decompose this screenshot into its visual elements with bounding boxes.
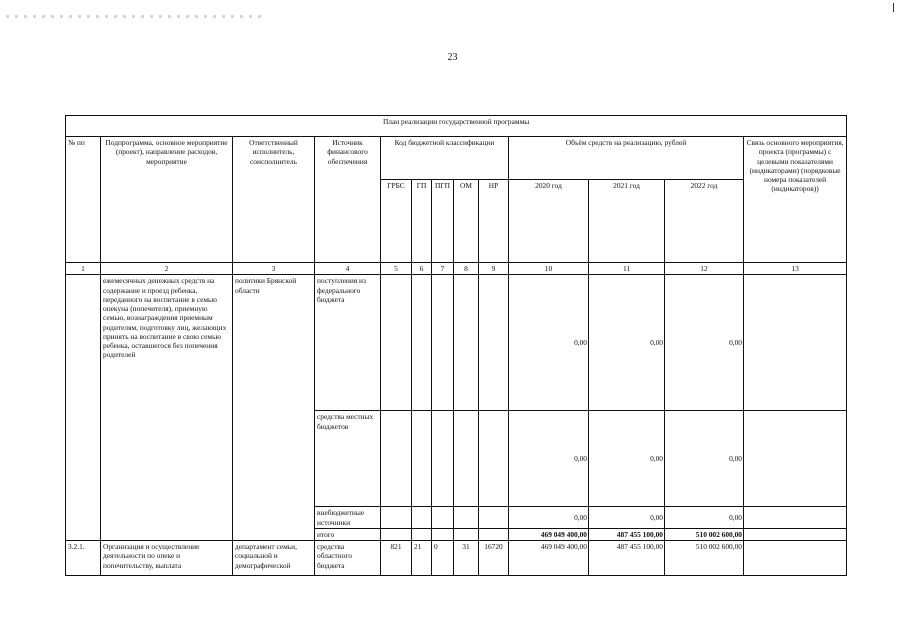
value-2022: 0,00 xyxy=(665,275,744,411)
measure-description-continued: ежемесячных денежных средств на содержание и проезд ребенка, переданного на воспитание в семью опекуна (попечителя), приемную семью, вознаграждения приемным родителям, подготовку лиц, желающих принять на воспитание в свою семью ребенка, оставшегося без попечения родителей xyxy=(101,275,233,541)
header-volume: Объём средств на реализацию, рублей xyxy=(509,137,744,180)
header-pgp: ПГП xyxy=(432,180,454,263)
header-grbs: ГРБС xyxy=(381,180,412,263)
value-2021: 0,00 xyxy=(589,275,665,411)
header-2020: 2020 год xyxy=(509,180,589,263)
col-number: 7 xyxy=(432,263,454,275)
responsible-executor: департамент семьи, социальной и демографической xyxy=(233,541,315,576)
col-number: 4 xyxy=(315,263,381,275)
col-number: 5 xyxy=(381,263,412,275)
scan-header-noise xyxy=(6,15,266,18)
header-subprogram: Подпрограмма, основное мероприятие (проект), направление расходов, мероприятие xyxy=(101,137,233,263)
value-2021: 0,00 xyxy=(589,507,665,529)
col-number: 8 xyxy=(454,263,479,275)
row-num-empty xyxy=(66,275,101,541)
table-row-federal xyxy=(66,275,847,411)
column-numbers-row xyxy=(66,263,847,275)
table-row-3-2-1 xyxy=(66,541,847,576)
total-2022: 510 002 600,00 xyxy=(665,528,744,540)
measure-description: Организация и осуществление деятельности по опеке и попечительству, выплата xyxy=(101,541,233,576)
col-number: 12 xyxy=(665,263,744,275)
header-om: ОМ xyxy=(454,180,479,263)
source-extrabudget: внебюджетные источники xyxy=(315,507,381,529)
col-number: 11 xyxy=(589,263,665,275)
code-om: 31 xyxy=(454,541,479,576)
value-2020: 469 049 400,00 xyxy=(509,541,589,576)
header-responsible: Ответственный исполнитель, соисполнитель xyxy=(233,137,315,263)
header-link-indicators: Связь основного мероприятия, проекта (программы) с целевыми показателями (индикаторами) (порядковые номера показателей (индикаторов)) xyxy=(744,137,847,263)
col-number: 3 xyxy=(233,263,315,275)
program-plan-table xyxy=(65,115,847,576)
source-local: средства местных бюджетов xyxy=(315,411,381,507)
funding-source: средства областного бюджета xyxy=(315,541,381,576)
value-2021: 487 455 100,00 xyxy=(589,541,665,576)
header-row-1 xyxy=(66,137,847,180)
col-number: 9 xyxy=(479,263,509,275)
value-2022: 0,00 xyxy=(665,507,744,529)
row-number: 3.2.1. xyxy=(66,541,101,576)
col-number: 6 xyxy=(412,263,432,275)
total-2020: 469 049 400,00 xyxy=(509,528,589,540)
header-budget-code: Код бюджетной классификации xyxy=(381,137,509,180)
table-title: План реализации государственной программы xyxy=(66,116,847,137)
value-2021: 0,00 xyxy=(589,411,665,507)
header-source: Источник финансового обеспечения xyxy=(315,137,381,263)
col-number: 13 xyxy=(744,263,847,275)
responsible-continued: политики Брянской области xyxy=(233,275,315,541)
total-2021: 487 455 100,00 xyxy=(589,528,665,540)
page-number: 23 xyxy=(447,52,458,63)
header-2022: 2022 год xyxy=(665,180,744,263)
table-title-row xyxy=(66,116,847,137)
value-2020: 0,00 xyxy=(509,411,589,507)
header-gp: ГП xyxy=(412,180,432,263)
header-nr: НР xyxy=(479,180,509,263)
col-number: 10 xyxy=(509,263,589,275)
header-2021: 2021 год xyxy=(589,180,665,263)
code-gp: 21 xyxy=(412,541,432,576)
header-num: № пп xyxy=(66,137,101,263)
code-nr: 16720 xyxy=(479,541,509,576)
scan-corner-mark xyxy=(893,3,894,12)
value-2020: 0,00 xyxy=(509,507,589,529)
value-2020: 0,00 xyxy=(509,275,589,411)
value-2022: 0,00 xyxy=(665,411,744,507)
source-total: итого xyxy=(315,528,381,540)
value-2022: 510 002 600,00 xyxy=(665,541,744,576)
code-grbs: 821 xyxy=(381,541,412,576)
col-number: 2 xyxy=(101,263,233,275)
code-pgp: 0 xyxy=(432,541,454,576)
source-federal: поступления из федерального бюджета xyxy=(315,275,381,411)
col-number: 1 xyxy=(66,263,101,275)
